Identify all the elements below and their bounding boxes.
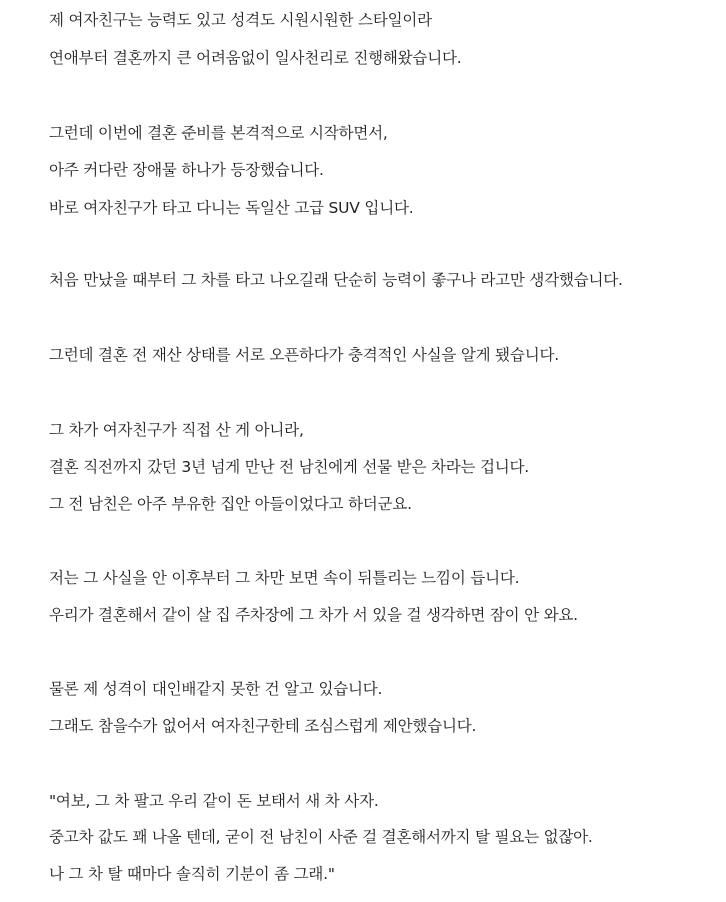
post-line: 처음 만났을 때부터 그 차를 타고 나오길래 단순히 능력이 좋구나 라고만 생각했습니다. <box>49 271 623 289</box>
post-line: 그 전 남친은 아주 부유한 집안 아들이었다고 하더군요. <box>49 495 412 513</box>
post-line: 우리가 결혼해서 같이 살 집 주차장에 그 차가 서 있을 걸 생각하면 잠이 안 와요. <box>49 606 578 624</box>
post-line: 그런데 이번에 결혼 준비를 본격적으로 시작하면서, <box>49 124 388 142</box>
post-line: 그런데 결혼 전 재산 상태를 서로 오픈하다가 충격적인 사실을 알게 됐습니다. <box>49 346 559 364</box>
post-line: 그래도 참을수가 없어서 여자친구한테 조심스럽게 제안했습니다. <box>49 717 477 735</box>
post-line: 그 차가 여자친구가 직접 산 게 아니라, <box>49 421 304 439</box>
post-line: "여보, 그 차 팔고 우리 같이 돈 보태서 새 차 사자. <box>49 792 379 810</box>
post-line: 제 여자친구는 능력도 있고 성격도 시원시원한 스타일이라 <box>49 11 432 29</box>
post-line: 바로 여자친구가 타고 다니는 독일산 고급 SUV 입니다. <box>49 199 414 217</box>
post-line: 아주 커다란 장애물 하나가 등장했습니다. <box>49 161 324 179</box>
post-line: 저는 그 사실을 안 이후부터 그 차만 보면 속이 뒤틀리는 느낌이 듭니다. <box>49 569 520 587</box>
post-line: 결혼 직전까지 갔던 3년 넘게 만난 전 남친에게 선물 받은 차라는 겁니다. <box>49 458 530 476</box>
post-line: 연애부터 결혼까지 큰 어려움없이 일사천리로 진행해왔습니다. <box>49 49 462 67</box>
post-line: 중고차 값도 꽤 나올 텐데, 굳이 전 남친이 사준 걸 결혼해서까지 탈 필요는 없잖아. <box>49 828 593 846</box>
post-line: 물론 제 성격이 대인배같지 못한 건 알고 있습니다. <box>49 680 383 698</box>
post-line: 나 그 차 탈 때마다 솔직히 기분이 좀 그래." <box>49 865 335 883</box>
